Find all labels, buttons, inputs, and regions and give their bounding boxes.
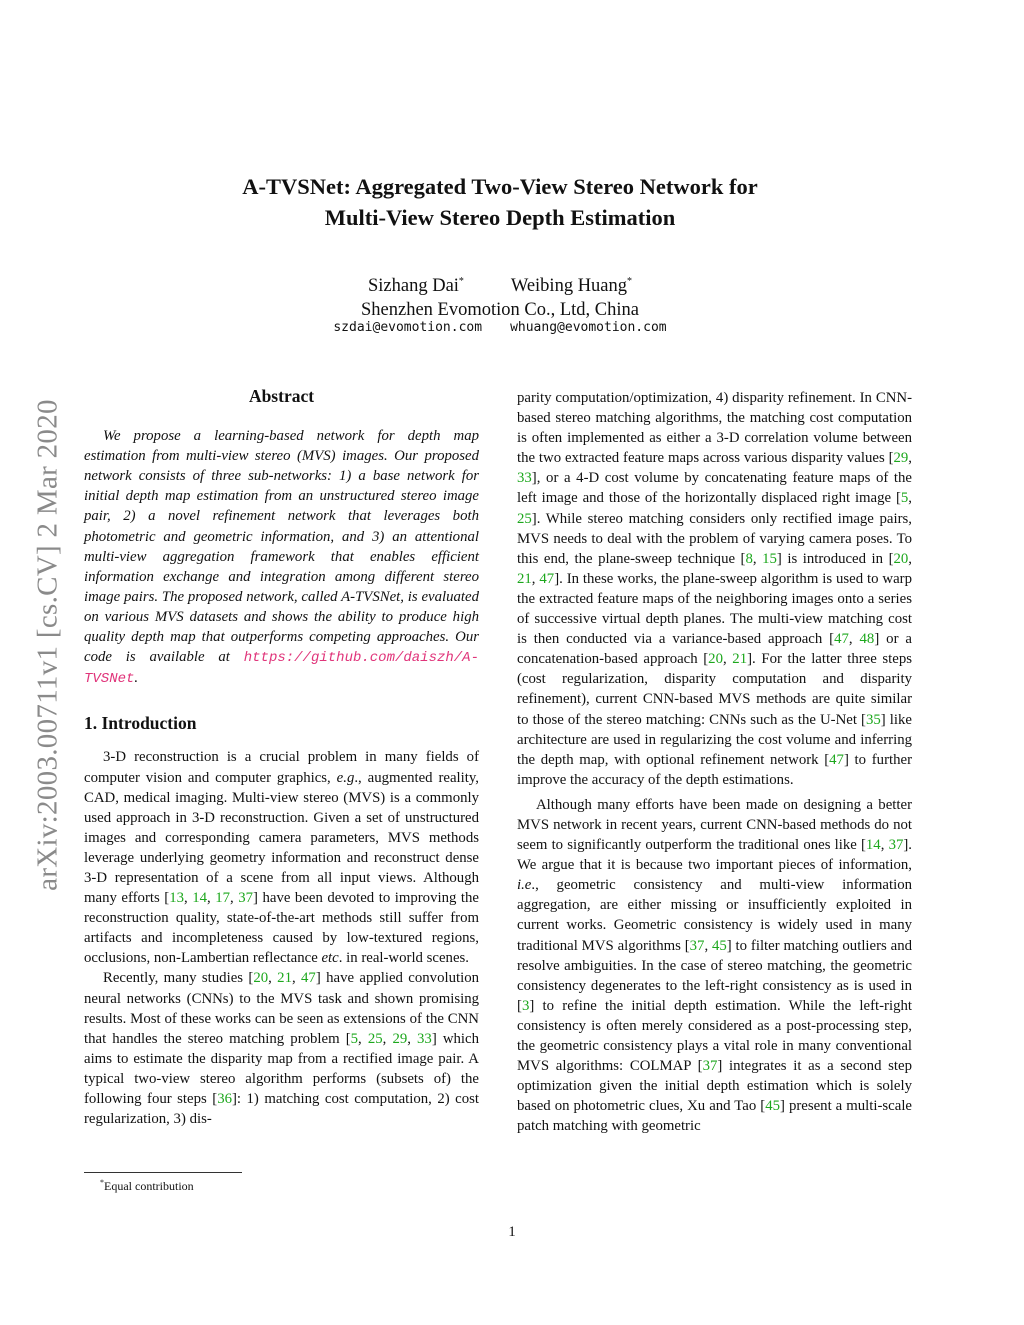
citation[interactable]: 25	[517, 510, 532, 527]
citation[interactable]: 29	[392, 1030, 408, 1047]
citation[interactable]: 47	[829, 751, 844, 768]
citation[interactable]: 13	[169, 890, 184, 907]
left-column	[84, 386, 479, 1129]
citation[interactable]: 36	[217, 1091, 232, 1107]
paper-title	[150, 171, 850, 233]
intro-paragraph-2: Recently, many studies [20, 21, 47] have applied convolution neural networks (CNNs) to the MVS task and shown promising results. Most of these works can be seen as extensions of the CNN that handles the stereo matching problem [5, 25, 29, 33] which aims to estimate the disparity map from a rectified image pair. A typical two-view stereo algorithm performs (subsets of) the following four steps [36]: 1) matching cost computation, 2) cost regularization, 3) dis-	[84, 970, 480, 1128]
abstract-text: We propose a learning-based network for depth map estimation from multi-view stereo (MVS) images. Our proposed network consists of three sub-networks: 1) a base network for initial depth map estimation from an unstructured stereo image pair, 2) a novel refinement network that leverages both photometric and geometric information, and 3) an attentional multi-view aggregation framework that enables efficient information exchange and integration among different stereo image pairs. The proposed network, called A-TVSNet, is evaluated on various MVS datasets and shows the ability to produce high quality depth map that outperforms competing approaches. Our code is available at https://github.com/daiszh/A-TVSNet.	[84, 428, 479, 688]
citation[interactable]: 20	[893, 550, 909, 567]
citation[interactable]: 35	[865, 711, 881, 728]
citation[interactable]: 48	[859, 631, 875, 648]
citation[interactable]: 47	[301, 970, 316, 987]
citation[interactable]: 20	[253, 970, 269, 987]
citation[interactable]: 20	[708, 651, 723, 668]
affiliation: Shenzhen Evomotion Co., Ltd, China	[361, 300, 639, 321]
footnote-rule	[84, 1172, 242, 1173]
title-line-2: Multi-View Stereo Depth Estimation	[324, 205, 676, 230]
right-paragraph-1: parity computation/optimization, 4) disparity refinement. In CNN-based stereo matching algorithms, the matching cost computation is often implemented as either a 3-D correlation volume between the two extracted feature maps across various disparity values [29, 33], or a 4-D cost volume by concatenating feature maps of the left image and those of the horizontally displaced right image [5, 25]. While stereo matching considers only rectified image pairs, MVS needs to deal with the problem of varying camera poses. To this end, the plane-sweep technique [8, 15] is introduced in [20, 21, 47]. In these works, the plane-sweep algorithm is used to warp the extracted feature maps of the neighboring images onto a series of successive virtual depth planes. The multi-view matching cost is then conducted via a variance-based approach [47, 48] or a concatenation-based approach [20, 21]. For the latter three steps (cost regularization, disparity computation and disparity refinement), current CNN-based MVS methods are quite similar to those of the stereo matching: CNNs such as the U-Net [35] like architecture are used in regularizing the cost volume and inferring the depth map, with optional refinement network [47] to further improve the accuracy of the depth estimations.	[517, 390, 912, 788]
author-1: Sizhang Dai	[367, 276, 459, 297]
footnote	[100, 1178, 194, 1194]
code-link[interactable]: https://github.com/daiszh/A-TVSNet	[84, 650, 479, 688]
email-1[interactable]: szdai@evomotion.com	[333, 320, 483, 335]
equal-contrib-mark: *	[627, 276, 633, 287]
footnote-mark: *	[100, 1178, 104, 1187]
citation[interactable]: 33	[417, 1030, 432, 1047]
author-names	[150, 270, 850, 298]
citation[interactable]: 25	[367, 1030, 383, 1047]
citation[interactable]: 37	[238, 890, 254, 907]
citation[interactable]: 8	[745, 550, 753, 567]
citation[interactable]: 3	[521, 997, 530, 1014]
citation[interactable]: 5	[350, 1030, 359, 1047]
citation[interactable]: 45	[765, 1098, 781, 1115]
right-column	[517, 388, 912, 1136]
page-number: 1	[508, 1224, 516, 1240]
citation[interactable]: 14	[192, 890, 207, 907]
author-2: Weibing Huang	[510, 276, 628, 297]
citation[interactable]: 33	[517, 470, 532, 487]
equal-contrib-mark: *	[458, 276, 464, 287]
citation[interactable]: 47	[834, 631, 849, 648]
citation[interactable]: 21	[517, 570, 532, 587]
citation[interactable]: 17	[215, 890, 231, 907]
section-heading-introduction: 1. Introduction	[84, 713, 197, 734]
abstract-heading: Abstract	[248, 386, 315, 406]
email-2[interactable]: whuang@evomotion.com	[510, 320, 667, 335]
intro-paragraph-1: 3-D reconstruction is a crucial problem in many fields of computer vision and computer graphics, e.g., augmented reality, CAD, medical imaging. Multi-view stereo (MVS) is a commonly used approach in 3-D reconstruction. Given a set of unstructured images and corresponding camera parameters, MVS methods leverage underlying geometry information and reconstruct dense 3-D representation of a scene from all input views. Although many efforts [13, 14, 17, 37] have been devoted to improving the reconstruction quality, state-of-the-art methods still suffer from artifacts and incompleteness caused by low-textured regions, occlusions, non-Lambertian reflectance etc. in real-world scenes.	[84, 749, 480, 967]
author-block	[150, 270, 850, 322]
footnote-text: Equal contribution	[104, 1179, 194, 1193]
citation[interactable]: 47	[539, 570, 555, 587]
citation[interactable]: 29	[893, 450, 909, 467]
citation[interactable]: 5	[900, 490, 909, 507]
citation[interactable]: 15	[762, 550, 777, 567]
email-line	[150, 320, 850, 335]
arxiv-id: arXiv:2003.00711v1 [cs.CV] 2 Mar 2020	[31, 399, 64, 891]
citation[interactable]: 37	[689, 937, 705, 954]
citation[interactable]: 45	[711, 937, 727, 954]
title-line-1: A-TVSNet: Aggregated Two-View Stereo Network for	[242, 174, 758, 199]
citation[interactable]: 37	[888, 837, 904, 854]
citation[interactable]: 21	[732, 651, 748, 668]
arxiv-sidebar-stamp	[18, 355, 78, 935]
citation[interactable]: 21	[277, 970, 292, 987]
right-paragraph-2: Although many efforts have been made on designing a better MVS network in recent years, current CNN-based methods do not seem to significantly outperform the traditional ones like [14, 37]. We argue that it is because two important pieces of information, i.e., geometric consistency and multi-view information aggregation, are either missing or insufficiently exploited in current works. Geometric consistency is widely used in many traditional MVS algorithms [37, 45] to filter matching outliers and resolve ambiguities. In the case of stereo matching, the geometric consistency degenerates to the left-right consistency as is used in [3] to refine the initial depth estimation. While the left-right consistency is often merely considered as a post-processing step, the geometric consistency plays a vital role in many conventional MVS algorithms: COLMAP [37] integrates it as a second step optimization given the initial depth estimation which is solely based on photometric clues, Xu and Tao [45] present a multi-scale patch matching with geometric	[517, 796, 913, 1135]
citation[interactable]: 14	[865, 837, 881, 854]
citation[interactable]: 37	[702, 1058, 718, 1075]
